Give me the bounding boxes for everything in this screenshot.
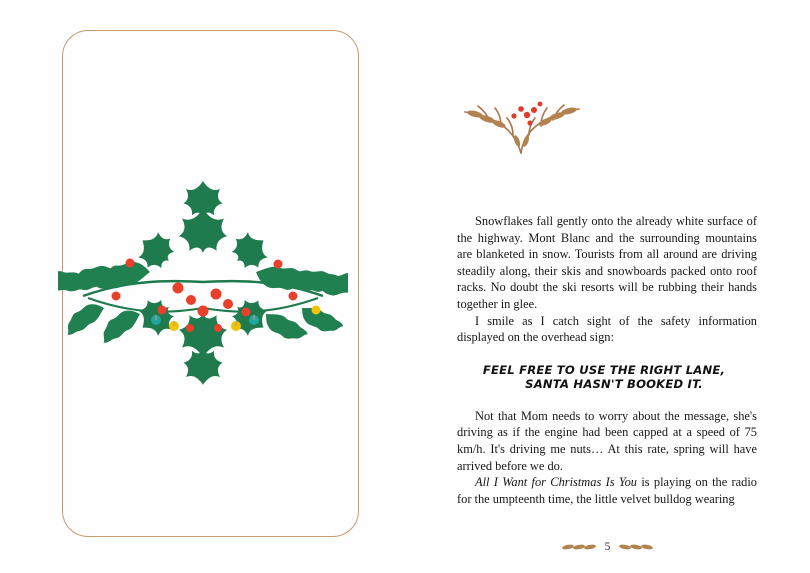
highway-sign-text: [457, 363, 757, 391]
paragraph-4-text: is playing on the radio for the umpteenth time, the little velvet bulldog wearing: [457, 475, 757, 506]
footer-ornament-group: [562, 541, 654, 553]
paragraph-1: Snowflakes fall gently onto the already white surface of the highway. Mont Blanc and the surrounding mountains are blanketed in snow. Tourists from all around are driving steadily along, their skis and snowboards packed onto roof racks. No doubt the ski resorts will be rubbing their hands together in glee.: [457, 214, 757, 311]
song-title: All I Want for Christmas Is You: [475, 475, 637, 490]
body-text-column: [457, 213, 757, 507]
page-footer: [405, 541, 810, 555]
page-number: 5: [604, 541, 611, 553]
right-page: [405, 0, 810, 573]
sign-line-2: SANTA HASN'T BOOKED IT.: [525, 376, 703, 391]
paragraph-2: I smile as I catch sight of the safety information displayed on the overhead sign:: [457, 313, 757, 345]
paragraph-3: Not that Mom needs to worry about the message, she's driving as if the engine had been capped at a speed of 75 km/h. It's driving me nuts… At this rate, spring will have arrived before we do.: [457, 408, 757, 473]
winter-sprig-illustration: [457, 95, 587, 157]
paragraph-4: [457, 474, 757, 507]
leaf-ornament-right-icon: [619, 542, 653, 552]
sign-line-1: FEEL FREE TO USE THE RIGHT LANE,: [482, 362, 726, 377]
holly-wreath-illustration: [58, 168, 348, 398]
leaf-ornament-left-icon: [562, 542, 596, 552]
